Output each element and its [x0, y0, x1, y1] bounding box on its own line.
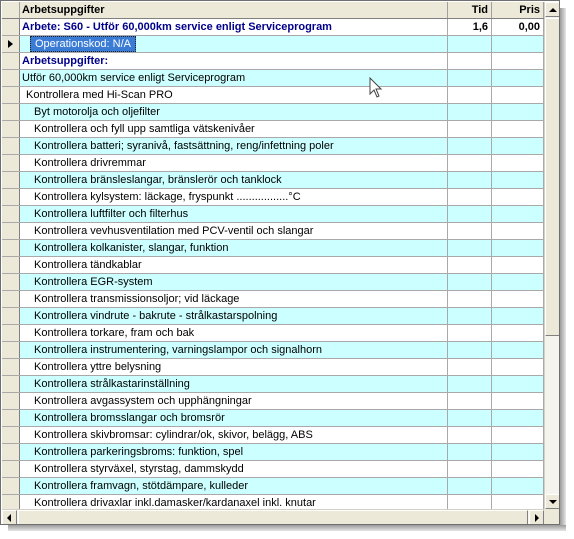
vertical-scroll-thumb[interactable]: [545, 18, 560, 336]
table-row[interactable]: [2, 342, 544, 359]
row-indicator: [2, 155, 20, 171]
table-row[interactable]: [2, 444, 544, 461]
arrow-down-icon: [549, 500, 557, 504]
table-row[interactable]: [2, 274, 544, 291]
arrow-right-icon: [8, 40, 13, 48]
section-price-cell[interactable]: [492, 53, 544, 69]
row-indicator: [2, 223, 20, 239]
task-cell[interactable]: Kontrollera skivbromsar: cylindrar/ok, skivor, belägg, ABS: [20, 427, 448, 443]
table-row[interactable]: [2, 410, 544, 427]
operation-code-cell[interactable]: [20, 36, 448, 52]
task-cell[interactable]: Kontrollera bränsleslangar, bränslerör och tanklock: [20, 172, 448, 188]
time-cell[interactable]: [448, 172, 492, 188]
row-indicator: [2, 19, 20, 35]
time-cell[interactable]: [448, 308, 492, 324]
price-cell[interactable]: [492, 325, 544, 341]
row-indicator: [2, 376, 20, 392]
job-price-cell[interactable]: 0,00: [492, 19, 544, 35]
table-row[interactable]: [2, 478, 544, 495]
price-cell[interactable]: [492, 189, 544, 205]
row-indicator: [2, 257, 20, 273]
task-cell[interactable]: Kontrollera tändkablar: [20, 257, 448, 273]
row-indicator: [2, 478, 20, 494]
arrow-up-icon: [549, 8, 557, 12]
time-cell[interactable]: [448, 138, 492, 154]
operation-price-cell[interactable]: [492, 36, 544, 52]
row-indicator: [2, 121, 20, 137]
task-cell[interactable]: Kontrollera EGR-system: [20, 274, 448, 290]
time-cell[interactable]: [448, 274, 492, 290]
section-header-row[interactable]: [2, 53, 544, 70]
price-cell[interactable]: [492, 240, 544, 256]
row-indicator: [2, 53, 20, 69]
time-cell[interactable]: [448, 478, 492, 494]
task-cell[interactable]: Kontrollera och fyll upp samtliga vätskenivåer: [20, 121, 448, 137]
price-cell[interactable]: [492, 70, 544, 86]
column-header-row: [2, 2, 544, 19]
row-indicator: [2, 274, 20, 290]
vertical-scrollbar[interactable]: [544, 2, 560, 509]
time-cell[interactable]: [448, 376, 492, 392]
row-indicator: [2, 325, 20, 341]
time-cell[interactable]: [448, 342, 492, 358]
time-cell[interactable]: [448, 121, 492, 137]
time-cell[interactable]: [448, 393, 492, 409]
row-indicator: [2, 461, 20, 477]
row-indicator-current: [2, 36, 20, 52]
scrollbar-corner: [544, 509, 559, 524]
price-cell[interactable]: [492, 291, 544, 307]
table-row[interactable]: [2, 104, 544, 121]
table-row[interactable]: [2, 291, 544, 308]
table-row[interactable]: [2, 325, 544, 342]
scroll-down-button[interactable]: [545, 494, 560, 509]
row-indicator: [2, 427, 20, 443]
time-cell[interactable]: [448, 206, 492, 222]
price-cell[interactable]: [492, 427, 544, 443]
arrow-right-icon: [535, 514, 539, 522]
price-cell[interactable]: [492, 308, 544, 324]
time-cell[interactable]: [448, 240, 492, 256]
task-cell[interactable]: Kontrollera framvagn, stötdämpare, kulleder: [20, 478, 448, 494]
task-cell[interactable]: Kontrollera transmissionsoljor; vid läckage: [20, 291, 448, 307]
task-cell[interactable]: Kontrollera torkare, fram och bak: [20, 325, 448, 341]
operation-code-row[interactable]: [2, 36, 544, 53]
task-cell[interactable]: Kontrollera bromsslangar och bromsrör: [20, 410, 448, 426]
row-indicator: [2, 410, 20, 426]
row-indicator: [2, 240, 20, 256]
column-header-price[interactable]: Pris: [492, 2, 544, 18]
price-cell[interactable]: [492, 410, 544, 426]
column-header-time[interactable]: Tid: [448, 2, 492, 18]
task-cell[interactable]: Kontrollera vevhusventilation med PCV-ventil och slangar: [20, 223, 448, 239]
row-indicator: [2, 104, 20, 120]
price-cell[interactable]: [492, 478, 544, 494]
time-cell[interactable]: [448, 189, 492, 205]
price-cell[interactable]: [492, 444, 544, 460]
price-cell[interactable]: [492, 87, 544, 103]
price-cell[interactable]: [492, 138, 544, 154]
table-row[interactable]: [2, 155, 544, 172]
row-indicator: [2, 172, 20, 188]
table-row[interactable]: [2, 393, 544, 410]
table-row[interactable]: [2, 359, 544, 376]
table-row[interactable]: [2, 87, 544, 104]
price-cell[interactable]: [492, 223, 544, 239]
row-indicator: [2, 189, 20, 205]
time-cell[interactable]: [448, 461, 492, 477]
task-cell[interactable]: Byt motorolja och oljefilter: [20, 104, 448, 120]
time-cell[interactable]: [448, 495, 492, 509]
price-cell[interactable]: [492, 274, 544, 290]
task-cell[interactable]: Kontrollera instrumentering, varningslampor och signalhorn: [20, 342, 448, 358]
task-cell[interactable]: Utför 60,000km service enligt Serviceprogram: [20, 70, 448, 86]
price-cell[interactable]: [492, 461, 544, 477]
table-row[interactable]: [2, 257, 544, 274]
section-time-cell[interactable]: [448, 53, 492, 69]
row-indicator: [2, 87, 20, 103]
column-header-task[interactable]: Arbetsuppgifter: [20, 2, 448, 18]
section-header-cell[interactable]: Arbetsuppgifter:: [20, 53, 448, 69]
task-cell[interactable]: Kontrollera parkeringsbroms: funktion, spel: [20, 444, 448, 460]
time-cell[interactable]: [448, 444, 492, 460]
task-cell[interactable]: Kontrollera kolkanister, slangar, funktion: [20, 240, 448, 256]
job-time-cell[interactable]: 1,6: [448, 19, 492, 35]
header-indicator-cell: [2, 2, 20, 18]
task-cell[interactable]: Kontrollera kylsystem: läckage, fryspunkt .................°C: [20, 189, 448, 205]
row-indicator: [2, 393, 20, 409]
task-cell[interactable]: Kontrollera avgassystem och upphängningar: [20, 393, 448, 409]
table-row[interactable]: [2, 121, 544, 138]
row-indicator: [2, 308, 20, 324]
horizontal-scroll-thumb[interactable]: [18, 510, 528, 525]
table-row[interactable]: [2, 138, 544, 155]
price-cell[interactable]: [492, 172, 544, 188]
row-indicator: [2, 495, 20, 509]
row-indicator: [2, 359, 20, 375]
scroll-right-button[interactable]: [529, 510, 544, 525]
time-cell[interactable]: [448, 359, 492, 375]
row-indicator: [2, 342, 20, 358]
table-row[interactable]: [2, 240, 544, 257]
task-cell[interactable]: Kontrollera drivremmar: [20, 155, 448, 171]
task-cell[interactable]: Kontrollera yttre belysning: [20, 359, 448, 375]
table-row[interactable]: [2, 223, 544, 240]
task-cell[interactable]: Kontrollera strålkastarinställning: [20, 376, 448, 392]
task-cell[interactable]: Kontrollera drivaxlar inkl.damasker/kardanaxel inkl. knutar: [20, 495, 448, 509]
table-row[interactable]: [2, 206, 544, 223]
time-cell[interactable]: [448, 155, 492, 171]
row-indicator: [2, 206, 20, 222]
work-tasks-grid: [2, 2, 544, 509]
price-cell[interactable]: [492, 121, 544, 137]
table-row[interactable]: [2, 70, 544, 87]
price-cell[interactable]: [492, 393, 544, 409]
window-shadow-bottom: [8, 525, 566, 531]
price-cell[interactable]: [492, 257, 544, 273]
time-cell[interactable]: [448, 70, 492, 86]
arrow-left-icon: [7, 514, 11, 522]
table-row[interactable]: [2, 376, 544, 393]
price-cell[interactable]: [492, 495, 544, 509]
price-cell[interactable]: [492, 359, 544, 375]
task-cell[interactable]: Kontrollera vindrute - bakrute - strålkastarspolning: [20, 308, 448, 324]
table-row[interactable]: [2, 172, 544, 189]
job-title-cell[interactable]: Arbete: S60 - Utför 60,000km service enligt Serviceprogram: [20, 19, 448, 35]
table-row[interactable]: [2, 427, 544, 444]
operation-code-selected[interactable]: Operationskod: N/A: [30, 36, 136, 52]
time-cell[interactable]: [448, 325, 492, 341]
mouse-pointer-icon: [369, 77, 383, 99]
scroll-up-button[interactable]: [545, 2, 560, 17]
price-cell[interactable]: [492, 104, 544, 120]
table-row[interactable]: [2, 461, 544, 478]
price-cell[interactable]: [492, 376, 544, 392]
row-indicator: [2, 444, 20, 460]
horizontal-scrollbar[interactable]: [2, 509, 544, 525]
time-cell[interactable]: [448, 87, 492, 103]
row-indicator: [2, 138, 20, 154]
time-cell[interactable]: [448, 427, 492, 443]
task-cell[interactable]: Kontrollera luftfilter och filterhus: [20, 206, 448, 222]
table-row[interactable]: [2, 495, 544, 509]
task-cell[interactable]: Kontrollera styrväxel, styrstag, dammskydd: [20, 461, 448, 477]
price-cell[interactable]: [492, 342, 544, 358]
scroll-left-button[interactable]: [2, 510, 17, 525]
time-cell[interactable]: [448, 291, 492, 307]
price-cell[interactable]: [492, 155, 544, 171]
job-header-row[interactable]: [2, 19, 544, 36]
time-cell[interactable]: [448, 223, 492, 239]
row-indicator: [2, 70, 20, 86]
task-cell[interactable]: Kontrollera batteri; syranivå, fastsättning, reng/infettning poler: [20, 138, 448, 154]
row-indicator: [2, 291, 20, 307]
task-cell[interactable]: Kontrollera med Hi-Scan PRO: [20, 87, 448, 103]
time-cell[interactable]: [448, 410, 492, 426]
window-shadow-right: [560, 8, 566, 531]
time-cell[interactable]: [448, 104, 492, 120]
table-row[interactable]: [2, 308, 544, 325]
operation-time-cell[interactable]: [448, 36, 492, 52]
price-cell[interactable]: [492, 206, 544, 222]
time-cell[interactable]: [448, 257, 492, 273]
table-row[interactable]: [2, 189, 544, 206]
